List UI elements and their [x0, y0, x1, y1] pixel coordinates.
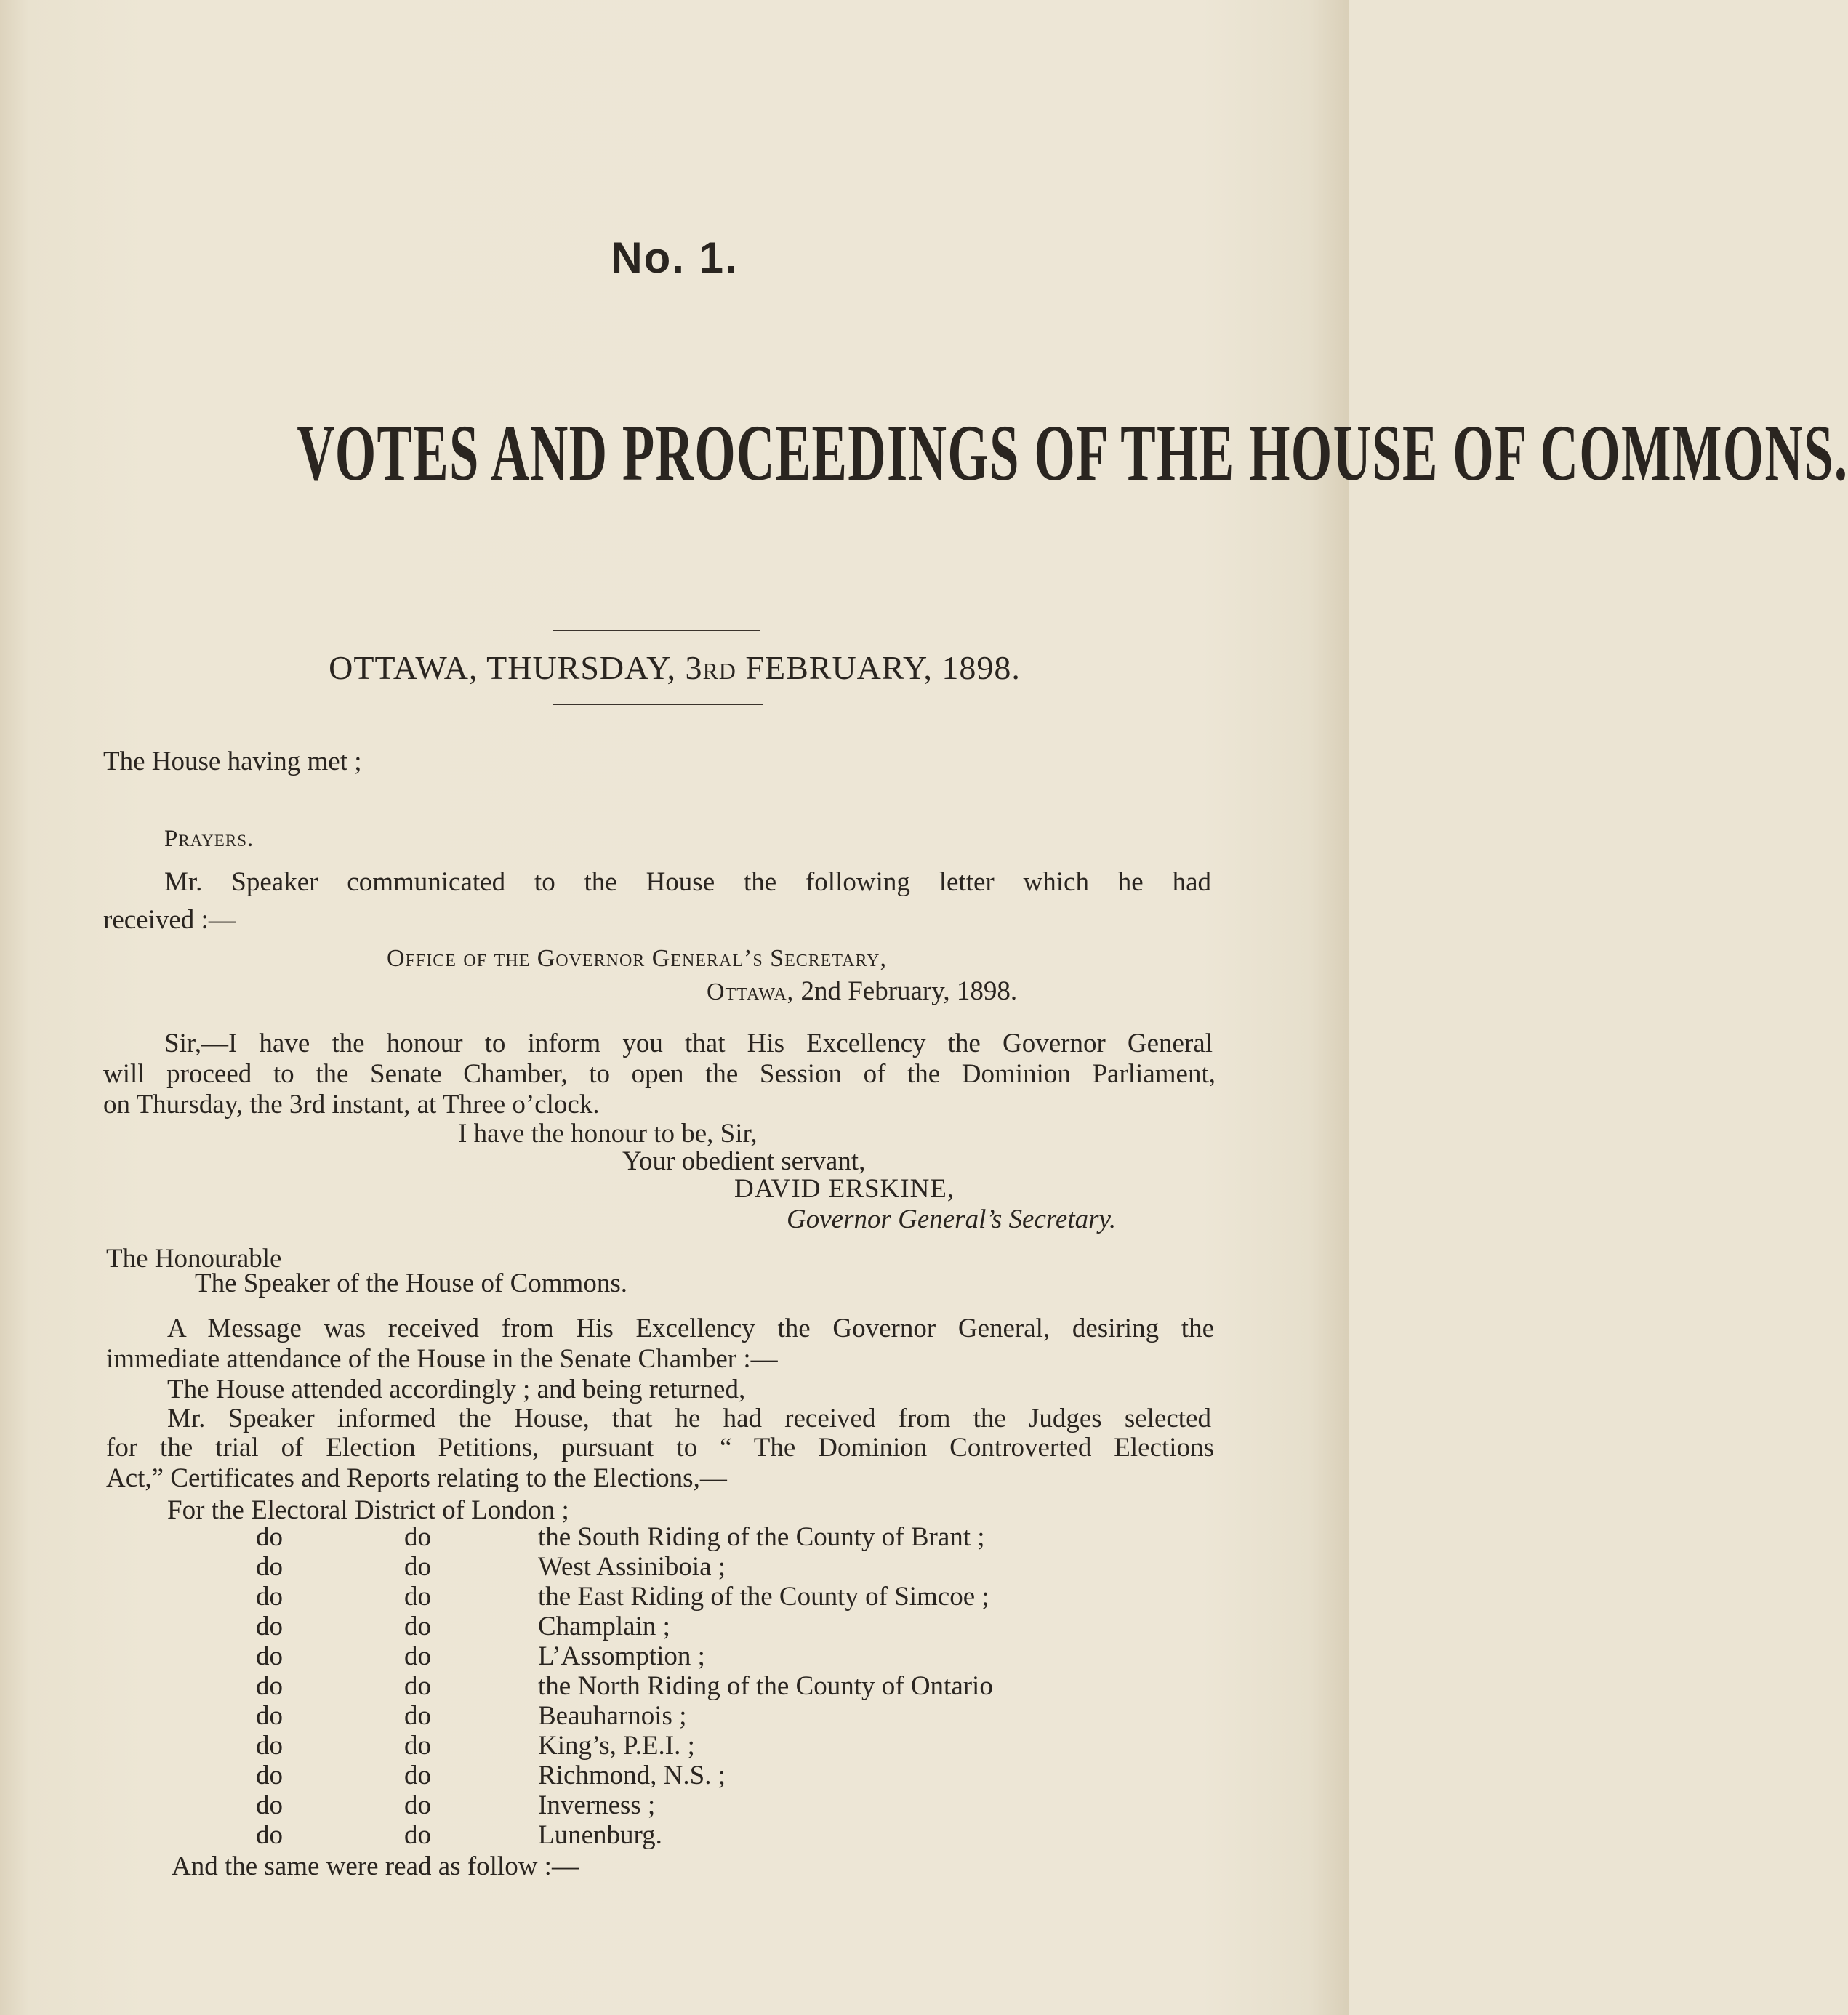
dateline-part-c: FEBRUARY, 1898. [736, 649, 1021, 686]
message-line-1: A Message was received from His Excellency the Governor General, desiring the [167, 1314, 1214, 1343]
informed-line-1: Mr. Speaker informed the House, that he had received from the Judges selected [167, 1404, 1211, 1433]
letter-line-1: Sir,—I have the honour to inform you that His Excellency the Governor General [164, 1029, 1213, 1058]
rule-bottom [553, 704, 763, 705]
opening-line: The House having met ; [103, 747, 362, 776]
address-line-2: The Speaker of the House of Commons. [195, 1268, 627, 1298]
address-line-1: The Honourable [106, 1244, 282, 1274]
message-line-2: immediate attendance of the House in the Senate Chamber :— [106, 1344, 778, 1374]
closing-line: And the same were read as follow :— [172, 1851, 579, 1881]
document-headline: VOTES AND PROCEEDINGS OF THE HOUSE OF COMMONS. [297, 409, 1848, 497]
letter-line-2: will proceed to the Senate Chamber, to open the Session of the Dominion Parliament, [103, 1059, 1216, 1089]
dateline-suffix: RD [702, 658, 736, 684]
closing-honour: I have the honour to be, Sir, [458, 1119, 758, 1149]
closing-servant: Your obedient servant, [622, 1146, 866, 1176]
informed-line-2: for the trial of Election Petitions, pursuant to “ The Dominion Controverted Elections [106, 1433, 1214, 1463]
signer-title: Governor General’s Secretary. [787, 1204, 1117, 1234]
office-date: 2nd February, 1898. [794, 976, 1018, 1006]
speaker-line-2: received :— [103, 905, 236, 935]
office-place: Ottawa, [707, 978, 795, 1005]
attended-line: The House attended accordingly ; and being returned, [167, 1375, 746, 1404]
dateline [0, 648, 1349, 687]
letter-line-3: on Thursday, the 3rd instant, at Three o’clock. [103, 1090, 600, 1119]
document-number: No. 1. [611, 233, 739, 282]
office-line: Office of the Governor General’s Secretary, [387, 945, 888, 972]
signer-name: DAVID ERSKINE, [734, 1174, 955, 1204]
document-page: No. 1. VOTES AND PROCEEDINGS OF THE HOUSE OF COMMONS. OTTAWA, THURSDAY, 3RD FEBRUARY, 1898. The House having met ; Prayers. Mr. Speaker communicated to the House the following letter which he had received :— Office of the Governor General’s Secretary, Ottawa, 2nd February, 1898. Sir,—I have the honour to inform you that His Excellency the Governor General will proceed to the Senate Chamber, to open the Session of the Dominion Parliament, on Thursday, the 3rd instant, at Three o’clock. I have the honour to be, Sir, Your obedient servant, DAVID ERSKINE, Governor General’s Secretary. The Honourable The Speaker of the House of Commons. A Message was received from His Excellency the Governor General, desiring the immediate attendance of the House in the Senate Chamber :— The House attended accordingly ; and being returned, Mr. Speaker informed the House, that he had received from the Judges selected for the trial of Election Petitions, pursuant to “ The Dominion Controverted Elections Act,” Certificates and Reports relating to the Elections,— For the Electoral District of London ; do do the South Riding of the County of Brant ; do do West Assiniboia ; do do the East Riding of the County of Simcoe ; do do Champlain ; do do L’Assomption ; do do the North Riding of the County of Ontario do do Beauharnois ; do do King’s, P.E.I. ; do do Richmond, N.S. ; do do Inverness ; do do Lunenburg. And the same were read as follow :— [0, 0, 1349, 2015]
prayers-heading: Prayers. [164, 826, 254, 852]
speaker-line-1: Mr. Speaker communicated to the House the following letter which he had [164, 867, 1211, 897]
dateline-part-a: OTTAWA, THURSDAY, 3 [329, 649, 703, 686]
informed-line-3: Act,” Certificates and Reports relating to the Elections,— [106, 1463, 727, 1493]
district-first: For the Electoral District of London ; [167, 1495, 569, 1525]
office-dateline [707, 976, 1017, 1007]
rule-top [553, 630, 760, 631]
